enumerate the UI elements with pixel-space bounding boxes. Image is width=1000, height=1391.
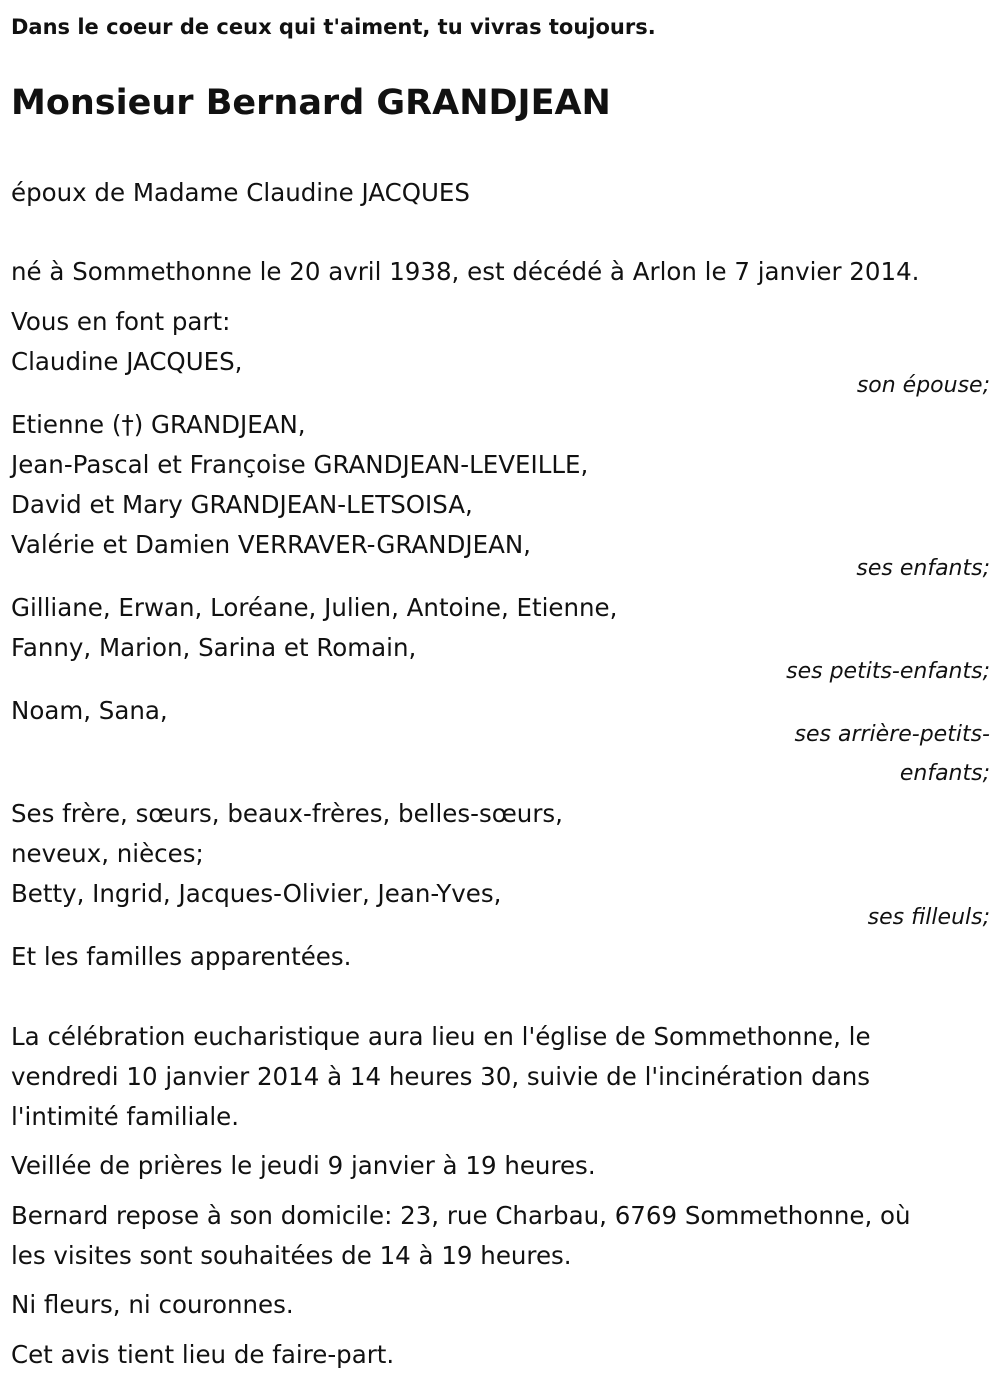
family-name-line: neveux, nièces; — [11, 839, 204, 868]
notice-line: Cet avis tient lieu de faire-part. — [11, 1340, 395, 1369]
birth-death-line: né à Sommethonne le 20 avril 1938, est décédé à Arlon le 7 janvier 2014. — [11, 257, 920, 286]
family-name-line: Jean-Pascal et Françoise GRANDJEAN-LEVEILLE, — [11, 450, 589, 479]
family-name-line: Claudine JACQUES, — [11, 347, 243, 376]
family-name-line: Gilliane, Erwan, Loréane, Julien, Antoine, Etienne, — [11, 593, 618, 622]
vigil-line: Veillée de prières le jeudi 9 janvier à 19 heures. — [11, 1151, 596, 1180]
family-role: ses filleuls; — [867, 905, 990, 930]
family-name-line: Ses frère, sœurs, beaux-frères, belles-sœurs, — [11, 799, 563, 828]
ceremony-line: La célébration eucharistique aura lieu en l'église de Sommethonne, le — [11, 1022, 871, 1051]
family-role: ses petits-enfants; — [786, 659, 990, 684]
family-role: ses arrière-petits- — [794, 722, 990, 747]
ceremony-line: vendredi 10 janvier 2014 à 14 heures 30, suivie de l'incinération dans — [11, 1062, 870, 1091]
family-name-line: Noam, Sana, — [11, 696, 168, 725]
family-name-line: Fanny, Marion, Sarina et Romain, — [11, 633, 417, 662]
family-role: son épouse; — [856, 373, 990, 398]
spouse-line: époux de Madame Claudine JACQUES — [11, 178, 470, 207]
repose-line: les visites sont souhaitées de 14 à 19 heures. — [11, 1241, 572, 1270]
family-name-line: Valérie et Damien VERRAVER-GRANDJEAN, — [11, 530, 531, 559]
closing-family: Et les familles apparentées. — [11, 942, 352, 971]
family-role: enfants; — [899, 761, 990, 786]
ceremony-line: l'intimité familiale. — [11, 1102, 240, 1131]
family-name-line: Etienne (†) GRANDJEAN, — [11, 410, 306, 439]
deceased-name: Monsieur Bernard GRANDJEAN — [11, 83, 611, 123]
flowers-line: Ni fleurs, ni couronnes. — [11, 1290, 294, 1319]
intro-line: Vous en font part: — [11, 307, 231, 336]
family-name-line: David et Mary GRANDJEAN-LETSOISA, — [11, 490, 473, 519]
family-role: ses enfants; — [856, 556, 990, 581]
family-name-line: Betty, Ingrid, Jacques-Olivier, Jean-Yves, — [11, 879, 502, 908]
repose-line: Bernard repose à son domicile: 23, rue Charbau, 6769 Sommethonne, où — [11, 1201, 911, 1230]
epitaph-quote: Dans le coeur de ceux qui t'aiment, tu vivras toujours. — [11, 15, 656, 39]
